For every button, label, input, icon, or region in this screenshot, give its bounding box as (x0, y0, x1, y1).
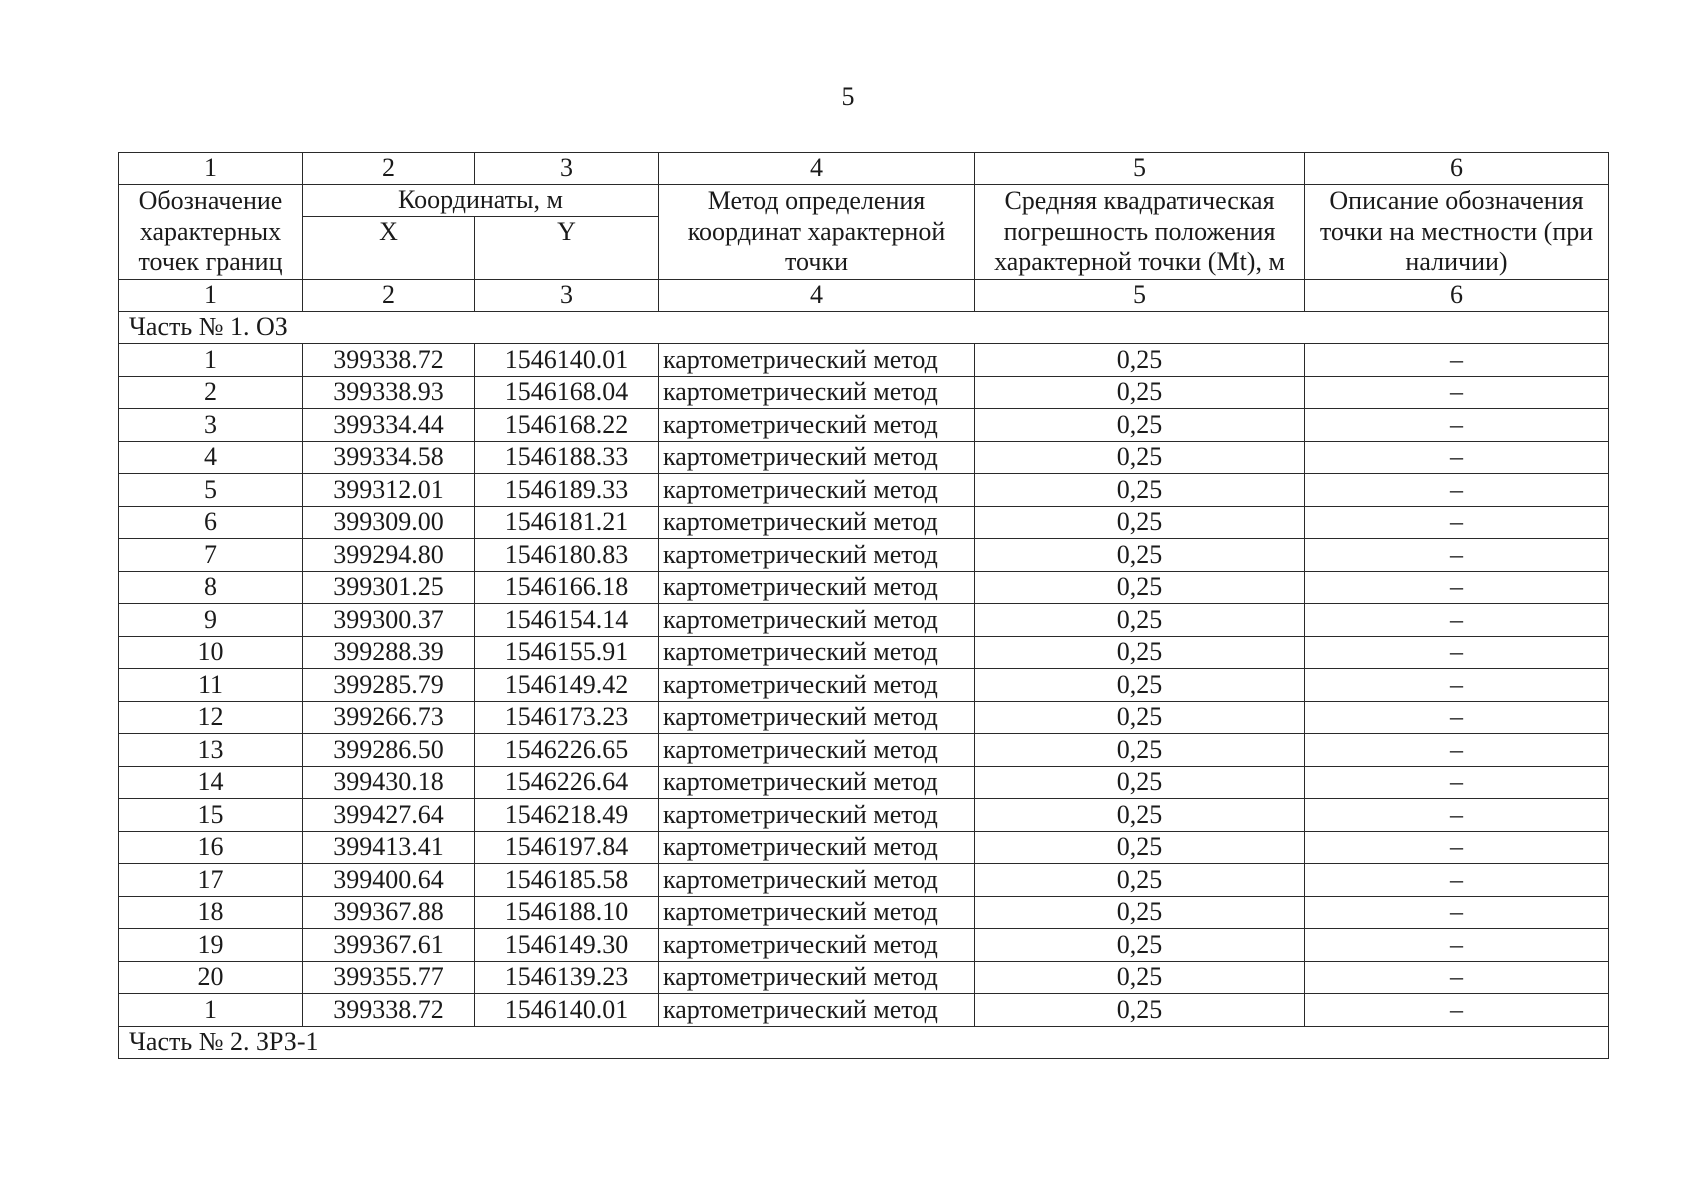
method-cell: картометрический метод (659, 441, 975, 474)
description-cell: – (1305, 669, 1609, 702)
table-row (119, 636, 1609, 669)
description-cell: – (1305, 344, 1609, 377)
coordinates-table (118, 152, 1609, 1059)
y-cell: 1546185.58 (475, 864, 659, 897)
mt-cell: 0,25 (975, 344, 1305, 377)
point-cell: 11 (119, 669, 303, 702)
header-x: X (303, 217, 475, 280)
mt-cell: 0,25 (975, 571, 1305, 604)
x-cell: 399367.61 (303, 929, 475, 962)
mt-cell: 0,25 (975, 474, 1305, 507)
table-row (119, 539, 1609, 572)
method-cell: картометрический метод (659, 701, 975, 734)
table-row (119, 669, 1609, 702)
y-cell: 1546168.22 (475, 409, 659, 442)
mt-cell: 0,25 (975, 831, 1305, 864)
point-cell: 14 (119, 766, 303, 799)
table-row (119, 376, 1609, 409)
table-row (119, 831, 1609, 864)
y-cell: 1546149.42 (475, 669, 659, 702)
mt-cell: 0,25 (975, 734, 1305, 767)
method-cell: картометрический метод (659, 961, 975, 994)
column-number-cell: 5 (975, 280, 1305, 312)
description-cell: – (1305, 539, 1609, 572)
description-cell: – (1305, 441, 1609, 474)
table-row (119, 929, 1609, 962)
description-cell: – (1305, 376, 1609, 409)
method-cell: картометрический метод (659, 539, 975, 572)
table-row (119, 474, 1609, 507)
method-cell: картометрический метод (659, 669, 975, 702)
y-cell: 1546140.01 (475, 994, 659, 1027)
table-row (119, 604, 1609, 637)
header-rms-error: Средняя квадратическая погрешность положения характерной точки (Mt), м (975, 184, 1305, 280)
table-row (119, 961, 1609, 994)
description-cell: – (1305, 961, 1609, 994)
mt-cell: 0,25 (975, 864, 1305, 897)
header-description: Описание обозначения точки на местности (при наличии) (1305, 184, 1609, 280)
column-number-cell: 4 (659, 153, 975, 185)
method-cell: картометрический метод (659, 409, 975, 442)
description-cell: – (1305, 409, 1609, 442)
y-cell: 1546218.49 (475, 799, 659, 832)
method-cell: картометрический метод (659, 604, 975, 637)
point-cell: 17 (119, 864, 303, 897)
mt-cell: 0,25 (975, 994, 1305, 1027)
x-cell: 399400.64 (303, 864, 475, 897)
x-cell: 399294.80 (303, 539, 475, 572)
method-cell: картометрический метод (659, 571, 975, 604)
mt-cell: 0,25 (975, 799, 1305, 832)
y-cell: 1546226.64 (475, 766, 659, 799)
column-number-cell: 4 (659, 280, 975, 312)
description-cell: – (1305, 896, 1609, 929)
column-number-cell: 1 (119, 153, 303, 185)
y-cell: 1546189.33 (475, 474, 659, 507)
point-cell: 7 (119, 539, 303, 572)
table-row (119, 571, 1609, 604)
mt-cell: 0,25 (975, 669, 1305, 702)
y-cell: 1546139.23 (475, 961, 659, 994)
x-cell: 399338.72 (303, 344, 475, 377)
table-row (119, 766, 1609, 799)
description-cell: – (1305, 571, 1609, 604)
mt-cell: 0,25 (975, 896, 1305, 929)
table-row (119, 344, 1609, 377)
description-cell: – (1305, 734, 1609, 767)
header-point-designation: Обозначение характерных точек границ (119, 184, 303, 280)
y-cell: 1546181.21 (475, 506, 659, 539)
table-row (119, 864, 1609, 897)
method-cell: картометрический метод (659, 636, 975, 669)
method-cell: картометрический метод (659, 474, 975, 507)
point-cell: 6 (119, 506, 303, 539)
column-number-row-bottom (119, 280, 1609, 312)
section-row (119, 1026, 1609, 1059)
method-cell: картометрический метод (659, 376, 975, 409)
description-cell: – (1305, 766, 1609, 799)
column-number-row-top (119, 153, 1609, 185)
method-cell: картометрический метод (659, 799, 975, 832)
x-cell: 399285.79 (303, 669, 475, 702)
x-cell: 399430.18 (303, 766, 475, 799)
table-row (119, 734, 1609, 767)
mt-cell: 0,25 (975, 441, 1305, 474)
method-cell: картометрический метод (659, 344, 975, 377)
mt-cell: 0,25 (975, 929, 1305, 962)
x-cell: 399301.25 (303, 571, 475, 604)
table-row (119, 896, 1609, 929)
point-cell: 8 (119, 571, 303, 604)
column-number-cell: 2 (303, 153, 475, 185)
x-cell: 399288.39 (303, 636, 475, 669)
y-cell: 1546168.04 (475, 376, 659, 409)
mt-cell: 0,25 (975, 376, 1305, 409)
header-method: Метод определения координат характерной точки (659, 184, 975, 280)
y-cell: 1546226.65 (475, 734, 659, 767)
point-cell: 20 (119, 961, 303, 994)
description-cell: – (1305, 929, 1609, 962)
column-number-cell: 3 (475, 153, 659, 185)
y-cell: 1546155.91 (475, 636, 659, 669)
point-cell: 1 (119, 344, 303, 377)
description-cell: – (1305, 799, 1609, 832)
x-cell: 399427.64 (303, 799, 475, 832)
description-cell: – (1305, 831, 1609, 864)
point-cell: 13 (119, 734, 303, 767)
table-row (119, 441, 1609, 474)
y-cell: 1546154.14 (475, 604, 659, 637)
point-cell: 12 (119, 701, 303, 734)
description-cell: – (1305, 506, 1609, 539)
mt-cell: 0,25 (975, 766, 1305, 799)
section-row (119, 311, 1609, 344)
y-cell: 1546188.33 (475, 441, 659, 474)
description-cell: – (1305, 701, 1609, 734)
x-cell: 399334.44 (303, 409, 475, 442)
x-cell: 399338.72 (303, 994, 475, 1027)
point-cell: 2 (119, 376, 303, 409)
point-cell: 15 (119, 799, 303, 832)
point-cell: 10 (119, 636, 303, 669)
description-cell: – (1305, 864, 1609, 897)
method-cell: картометрический метод (659, 864, 975, 897)
point-cell: 19 (119, 929, 303, 962)
x-cell: 399286.50 (303, 734, 475, 767)
y-cell: 1546188.10 (475, 896, 659, 929)
method-cell: картометрический метод (659, 766, 975, 799)
method-cell: картометрический метод (659, 994, 975, 1027)
column-number-cell: 3 (475, 280, 659, 312)
method-cell: картометрический метод (659, 929, 975, 962)
description-cell: – (1305, 604, 1609, 637)
page-number: 5 (841, 82, 855, 111)
x-cell: 399355.77 (303, 961, 475, 994)
method-cell: картометрический метод (659, 506, 975, 539)
point-cell: 1 (119, 994, 303, 1027)
mt-cell: 0,25 (975, 636, 1305, 669)
table-row (119, 409, 1609, 442)
point-cell: 3 (119, 409, 303, 442)
y-cell: 1546149.30 (475, 929, 659, 962)
header-row (119, 184, 1609, 217)
column-number-cell: 1 (119, 280, 303, 312)
x-cell: 399338.93 (303, 376, 475, 409)
point-cell: 16 (119, 831, 303, 864)
x-cell: 399334.58 (303, 441, 475, 474)
table-row (119, 994, 1609, 1027)
mt-cell: 0,25 (975, 409, 1305, 442)
description-cell: – (1305, 474, 1609, 507)
mt-cell: 0,25 (975, 539, 1305, 572)
section-title: Часть № 1. ОЗ (119, 311, 1609, 344)
x-cell: 399312.01 (303, 474, 475, 507)
point-cell: 5 (119, 474, 303, 507)
x-cell: 399300.37 (303, 604, 475, 637)
description-cell: – (1305, 994, 1609, 1027)
x-cell: 399266.73 (303, 701, 475, 734)
description-cell: – (1305, 636, 1609, 669)
section-title: Часть № 2. ЗРЗ-1 (119, 1026, 1609, 1059)
table-row (119, 506, 1609, 539)
method-cell: картометрический метод (659, 896, 975, 929)
header-y: Y (475, 217, 659, 280)
table-row (119, 701, 1609, 734)
header-coordinates: Координаты, м (303, 184, 659, 217)
y-cell: 1546180.83 (475, 539, 659, 572)
point-cell: 9 (119, 604, 303, 637)
mt-cell: 0,25 (975, 961, 1305, 994)
y-cell: 1546166.18 (475, 571, 659, 604)
column-number-cell: 2 (303, 280, 475, 312)
mt-cell: 0,25 (975, 701, 1305, 734)
method-cell: картометрический метод (659, 734, 975, 767)
y-cell: 1546173.23 (475, 701, 659, 734)
method-cell: картометрический метод (659, 831, 975, 864)
y-cell: 1546140.01 (475, 344, 659, 377)
y-cell: 1546197.84 (475, 831, 659, 864)
table-row (119, 799, 1609, 832)
point-cell: 4 (119, 441, 303, 474)
column-number-cell: 6 (1305, 280, 1609, 312)
point-cell: 18 (119, 896, 303, 929)
mt-cell: 0,25 (975, 604, 1305, 637)
column-number-cell: 6 (1305, 153, 1609, 185)
x-cell: 399413.41 (303, 831, 475, 864)
column-number-cell: 5 (975, 153, 1305, 185)
x-cell: 399309.00 (303, 506, 475, 539)
mt-cell: 0,25 (975, 506, 1305, 539)
x-cell: 399367.88 (303, 896, 475, 929)
